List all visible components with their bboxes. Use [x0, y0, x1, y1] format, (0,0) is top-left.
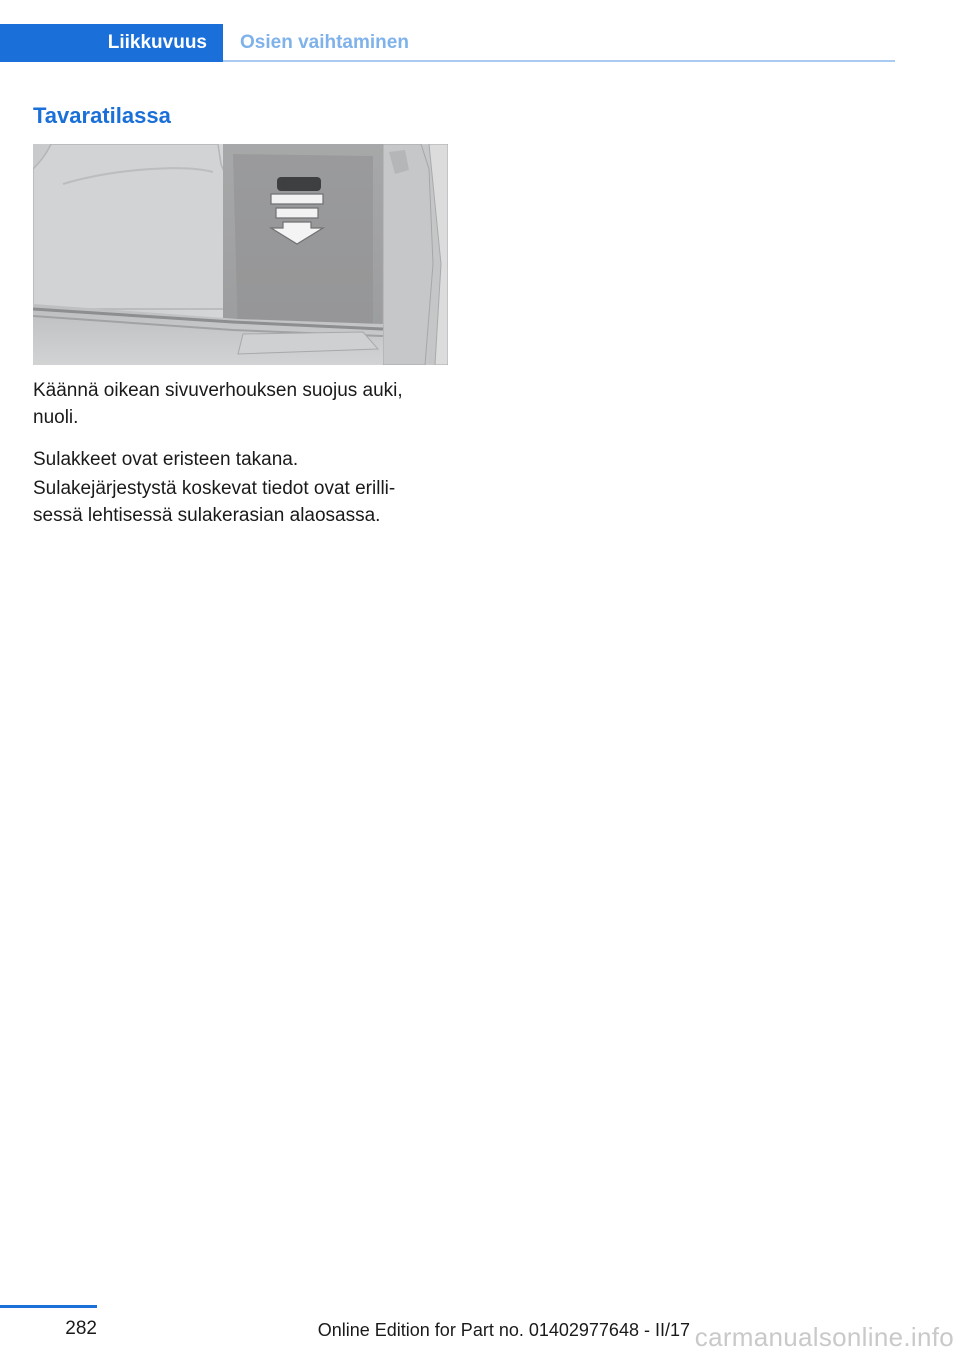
edition-info: Online Edition for Part no. 01402977648 - II/17: [317, 1320, 690, 1340]
fuse-layout-paragraph: Sulakejärjestystä koskevat tiedot ovat erillisessä lehtisessä sulakerasian alaosassa.: [33, 478, 396, 526]
page-header: [0, 24, 895, 62]
trunk-side-panel-figure: [33, 144, 448, 365]
header-divider: [223, 60, 895, 62]
watermark: carmanualsonline.info: [694, 1322, 954, 1352]
header-tab-osien-vaihtaminen[interactable]: Osien vaihtaminen: [240, 32, 409, 53]
instruction-paragraph: Käännä oikean sivuverhouksen suojus auki, nuoli.: [33, 380, 403, 428]
footer-rule: [0, 1305, 97, 1308]
section-title: Tavaratilassa: [33, 103, 171, 128]
page-number: 282: [65, 1318, 97, 1339]
fuse-location-paragraph: Sulakkeet ovat eristeen takana.: [33, 449, 299, 470]
header-tab-liikkuvuus-label: Liikkuvuus: [107, 32, 207, 53]
header-tab-liikkuvuus[interactable]: [0, 24, 223, 62]
